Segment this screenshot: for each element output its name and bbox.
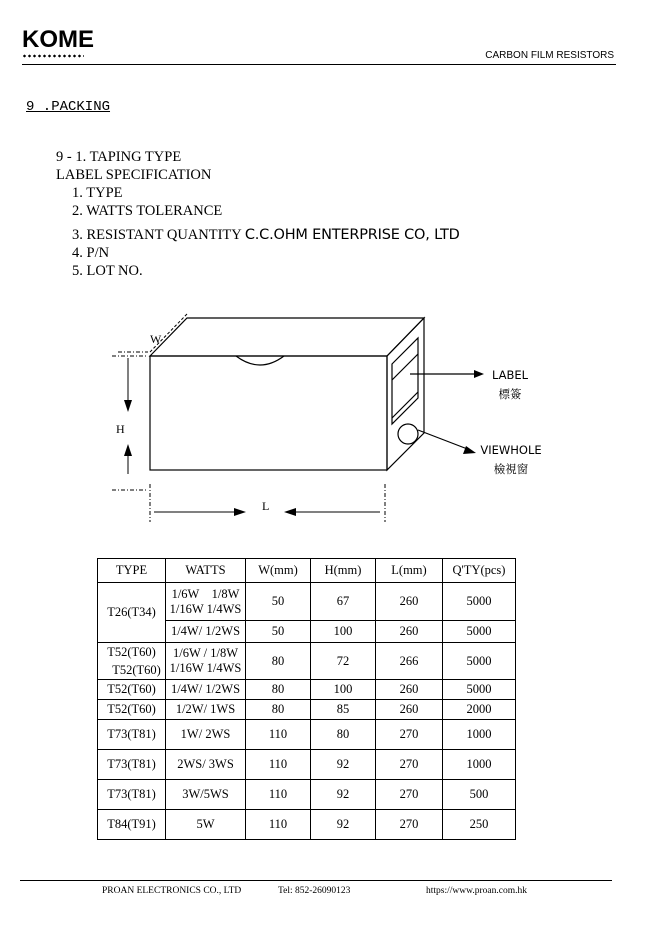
label-caption	[488, 368, 532, 402]
table-header: L(mm)	[376, 559, 443, 583]
box-front-face	[150, 356, 387, 470]
table-header: TYPE	[98, 559, 166, 583]
viewhole-caption-en: VIEWHOLE	[480, 443, 542, 457]
watts-cell	[166, 643, 246, 680]
type-cell: T84(T91)	[98, 810, 166, 840]
h-cell: 85	[311, 700, 376, 720]
logo-dot-strip	[22, 54, 84, 58]
footer-divider	[20, 880, 612, 881]
viewhole-caption	[476, 443, 546, 477]
type-line: T52(T60)	[107, 645, 156, 659]
qty-cell: 5000	[443, 680, 516, 700]
h-label: H	[116, 422, 125, 436]
type-cell: T52(T60)	[98, 680, 166, 700]
watts-line: 1/16W 1/4WS	[169, 661, 242, 675]
l-cell: 270	[376, 720, 443, 750]
type-cell: T73(T81)	[98, 780, 166, 810]
h-cell: 67	[311, 583, 376, 621]
table-row	[98, 810, 516, 840]
table-header: WATTS	[166, 559, 246, 583]
spec-item: 4. P/N	[72, 245, 110, 261]
type-cell: T52(T60)	[98, 700, 166, 720]
watts-line: 1/6W / 1/8W	[172, 646, 239, 660]
w-cell: 110	[246, 780, 311, 810]
footer-url[interactable]: https://www.proan.com.hk	[426, 886, 527, 896]
label-diagonal	[392, 392, 418, 418]
qty-cell: 1000	[443, 720, 516, 750]
l-cell: 266	[376, 643, 443, 680]
l-cell: 270	[376, 780, 443, 810]
label-specification	[56, 148, 460, 280]
table-header: W(mm)	[246, 559, 311, 583]
l-cell: 270	[376, 810, 443, 840]
company-name: C.C.OHM ENTERPRISE CO, LTD	[244, 227, 460, 243]
viewhole-arrow-head	[463, 446, 476, 454]
label-arrow-head	[474, 370, 484, 378]
h-arrow-down	[124, 400, 132, 412]
table-row	[98, 720, 516, 750]
table-row	[98, 700, 516, 720]
spec-heading: LABEL SPECIFICATION	[56, 167, 212, 183]
section-title: 9 .PACKING	[26, 99, 111, 115]
type-cell: T73(T81)	[98, 750, 166, 780]
qty-cell: 2000	[443, 700, 516, 720]
table-row	[98, 780, 516, 810]
w-cell: 80	[246, 700, 311, 720]
type-cell: T26(T34)	[98, 583, 166, 643]
table-row	[98, 750, 516, 780]
l-cell: 260	[376, 621, 443, 643]
watts-cell: 5W	[166, 810, 246, 840]
watts-cell: 1/2W/ 1WS	[166, 700, 246, 720]
packing-box-diagram	[0, 300, 650, 540]
table-row	[98, 680, 516, 700]
table-header: Q'TY(pcs)	[443, 559, 516, 583]
w-cell: 50	[246, 621, 311, 643]
header-divider	[22, 64, 616, 65]
table-header: H(mm)	[311, 559, 376, 583]
l-cell: 260	[376, 680, 443, 700]
table-row	[98, 583, 516, 621]
l-cell: 260	[376, 583, 443, 621]
w-cell: 110	[246, 750, 311, 780]
viewhole-circle	[398, 424, 418, 444]
footer-tel: Tel: 852-26090123	[278, 886, 351, 896]
spec-item: 2. WATTS TOLERANCE	[72, 203, 223, 219]
qty-cell: 5000	[443, 621, 516, 643]
type-line: T52(T60)	[112, 663, 161, 677]
document-title: CARBON FILM RESISTORS	[485, 50, 614, 61]
table-row	[98, 643, 516, 680]
w-cell: 110	[246, 720, 311, 750]
qty-cell: 500	[443, 780, 516, 810]
w-cell: 50	[246, 583, 311, 621]
viewhole-leader	[418, 430, 470, 450]
qty-cell: 250	[443, 810, 516, 840]
qty-cell: 1000	[443, 750, 516, 780]
watts-cell: 1/4W/ 1/2WS	[166, 680, 246, 700]
w-cell: 80	[246, 643, 311, 680]
box-flap	[236, 356, 284, 365]
h-cell: 92	[311, 750, 376, 780]
spec-item: 1. TYPE	[72, 185, 123, 201]
h-cell: 100	[311, 621, 376, 643]
watts-line: 1/16W 1/4WS	[169, 601, 242, 616]
box-top-face	[150, 318, 424, 356]
spec-subtitle: 9 - 1. TAPING TYPE	[56, 149, 182, 165]
w-cell: 110	[246, 810, 311, 840]
l-cell: 270	[376, 750, 443, 780]
footer-company: PROAN ELECTRONICS CO., LTD	[102, 886, 242, 896]
watts-cell: 1/4W/ 1/2WS	[166, 621, 246, 643]
l-arrow-right	[234, 508, 246, 516]
type-cell: T73(T81)	[98, 720, 166, 750]
label-caption-zh: 標簽	[498, 387, 522, 401]
watts-cell: 2WS/ 3WS	[166, 750, 246, 780]
w-cell: 80	[246, 680, 311, 700]
spec-item-row	[56, 226, 460, 244]
watts-cell: 3W/5WS	[166, 780, 246, 810]
watts-line: 1/6W 1/8W	[171, 586, 240, 601]
watts-cell	[166, 583, 246, 621]
h-cell: 72	[311, 643, 376, 680]
label-diagonal	[392, 354, 418, 380]
h-cell: 80	[311, 720, 376, 750]
spec-item: 5. LOT NO.	[72, 263, 143, 279]
l-cell: 260	[376, 700, 443, 720]
qty-cell: 5000	[443, 643, 516, 680]
h-cell: 92	[311, 780, 376, 810]
table-header-row	[98, 559, 516, 583]
l-label: L	[262, 499, 270, 513]
company-logo: KOME	[22, 26, 94, 53]
box-drawing	[0, 300, 650, 540]
l-arrow-left	[284, 508, 296, 516]
w-label: W	[150, 332, 162, 346]
h-cell: 92	[311, 810, 376, 840]
packing-table	[97, 558, 516, 840]
spec-item: 3. RESISTANT QUANTITY	[72, 227, 242, 243]
label-rect	[392, 338, 418, 424]
qty-cell: 5000	[443, 583, 516, 621]
viewhole-caption-zh: 檢視窗	[493, 462, 529, 476]
type-cell	[98, 643, 166, 680]
h-cell: 100	[311, 680, 376, 700]
label-caption-en: LABEL	[491, 368, 529, 382]
h-arrow-up	[124, 444, 132, 456]
watts-cell: 1W/ 2WS	[166, 720, 246, 750]
